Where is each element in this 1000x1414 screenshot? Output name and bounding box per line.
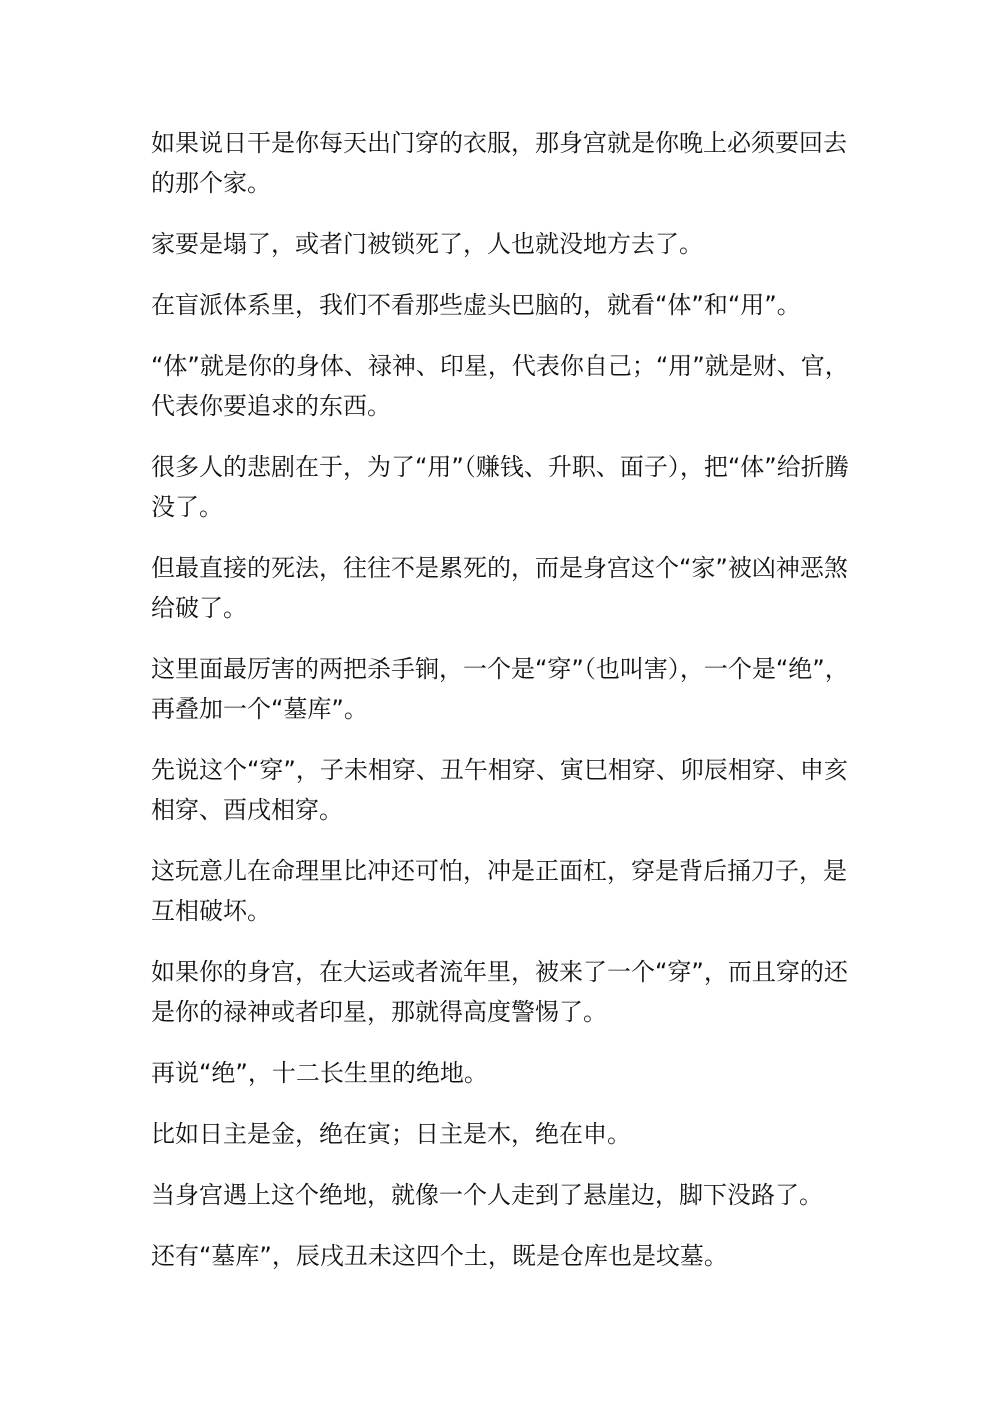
paragraph: “体”就是你的身体、禄神、印星，代表你自己；“用”就是财、官，代表你要追求的东西。 [151, 352, 849, 420]
document-body [151, 123, 851, 1297]
paragraph: 如果说日干是你每天出门穿的衣服，那身宫就是你晚上必须要回去的那个家。 [151, 129, 847, 197]
paragraph: 这玩意儿在命理里比冲还可怕，冲是正面杠，穿是背后捅刀子，是互相破坏。 [151, 857, 847, 925]
paragraph: 如果你的身宫，在大运或者流年里，被来了一个“穿”，而且穿的还是你的禄神或者印星，那就得高度警惕了。 [151, 958, 848, 1026]
paragraph: 先说这个“穿”，子未相穿、丑午相穿、寅巳相穿、卯辰相穿、申亥相穿、酉戌相穿。 [151, 756, 848, 824]
paragraph: 在盲派体系里，我们不看那些虚头巴脑的，就看“体”和“用”。 [151, 291, 801, 319]
paragraph: 还有“墓库”，辰戌丑未这四个土，既是仓库也是坟墓。 [151, 1242, 728, 1270]
paragraph: 很多人的悲剧在于，为了“用”（赚钱、升职、面子），把“体”给折腾没了。 [151, 453, 849, 521]
paragraph: 家要是塌了，或者门被锁死了，人也就没地方去了。 [151, 230, 703, 258]
paragraph: 比如日主是金，绝在寅；日主是木，绝在申。 [151, 1120, 631, 1148]
paragraph: 当身宫遇上这个绝地，就像一个人走到了悬崖边，脚下没路了。 [151, 1181, 823, 1209]
paragraph: 再说“绝”，十二长生里的绝地。 [151, 1059, 488, 1087]
paragraph: 这里面最厉害的两把杀手锏，一个是“穿”（也叫害），一个是“绝”，再叠加一个“墓库”。 [151, 655, 849, 723]
paragraph: 但最直接的死法，往往不是累死的，而是身宫这个“家”被凶神恶煞给破了。 [151, 554, 848, 622]
